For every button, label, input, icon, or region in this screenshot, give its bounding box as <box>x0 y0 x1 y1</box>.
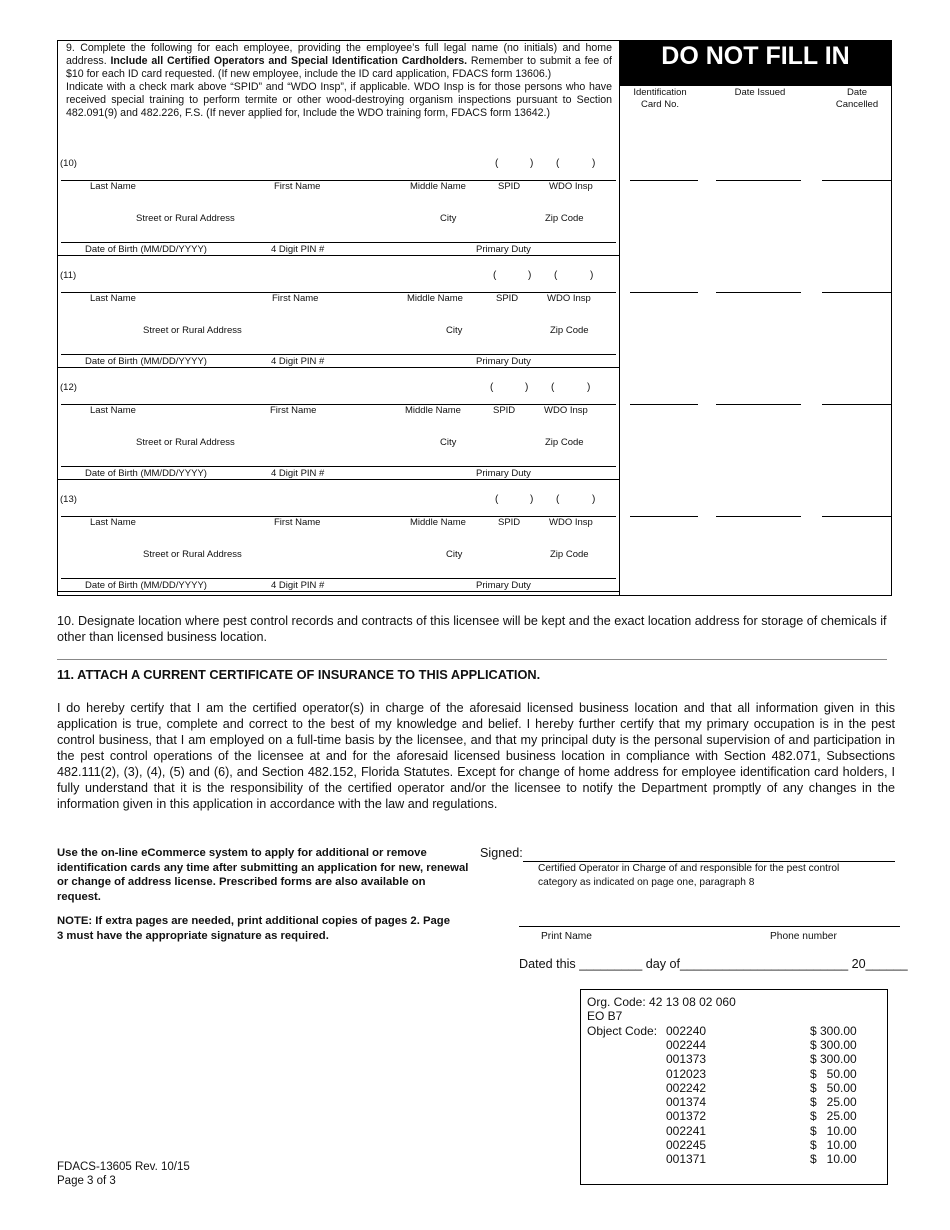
fee-amount: $ 50.00 <box>810 1080 857 1095</box>
wdo-insp-label: WDO Insp <box>549 181 593 192</box>
first-name-label: First Name <box>274 517 321 528</box>
form-id: FDACS-13605 Rev. 10/15 <box>57 1161 190 1173</box>
employee-number: (11) <box>60 270 77 281</box>
spid-check-open[interactable]: ( <box>490 382 494 393</box>
date-cancelled-entry-line <box>822 292 892 293</box>
dob-entry-line[interactable] <box>61 242 616 243</box>
fee-amount: $ 300.00 <box>810 1023 857 1038</box>
first-name-label: First Name <box>270 405 317 416</box>
wdo-insp-label: WDO Insp <box>547 293 591 304</box>
spid-check-close[interactable]: ) <box>528 270 532 281</box>
fee-amount: $ 10.00 <box>810 1138 857 1152</box>
section-10-answer-line[interactable] <box>57 659 887 660</box>
wdo-check-open[interactable]: ( <box>556 494 560 505</box>
object-code: 002244 <box>666 1037 707 1052</box>
object-code-label: Object Code: <box>587 1023 658 1038</box>
name-entry-line[interactable] <box>61 516 616 517</box>
object-code: 001374 <box>666 1095 707 1110</box>
last-name-label: Last Name <box>90 405 136 416</box>
city-label: City <box>446 325 463 336</box>
date-cancelled-entry-line <box>822 180 892 181</box>
object-code: 001372 <box>666 1109 707 1124</box>
city-label: City <box>440 437 457 448</box>
object-code: 001373 <box>666 1052 707 1067</box>
ecommerce-note: Use the on-line eCommerce system to apply for additional or remove identification cards any time after submitting an application for new, renewal or change of address license. Prescribed forms are also available on request. <box>57 847 469 903</box>
zip-code-label: Zip Code <box>545 213 584 224</box>
primary-duty-label: Primary Duty <box>476 244 531 255</box>
spid-check-close[interactable]: ) <box>530 494 534 505</box>
name-entry-line[interactable] <box>61 292 616 293</box>
section-10-text: 10. Designate location where pest control records and contracts of this licensee will be kept and the exact location address for storage of chemicals if other than licensed business location. <box>57 614 887 644</box>
spid-check-close[interactable]: ) <box>530 158 534 169</box>
id-card-entry-line <box>630 404 698 405</box>
date-issued-entry-line <box>716 516 801 517</box>
first-name-label: First Name <box>272 293 319 304</box>
dob-entry-line[interactable] <box>61 466 616 467</box>
employee-block-divider <box>58 479 619 480</box>
object-code: 012023 <box>666 1066 707 1081</box>
object-code: 002245 <box>666 1138 707 1152</box>
id-card-entry-line <box>630 292 698 293</box>
last-name-label: Last Name <box>90 293 136 304</box>
section-9-fee-text: Remember to submit a fee of $10 for each ID card requested. (If new employee, include the ID card application, FDACS form 13606.) <box>66 55 612 80</box>
street-address-label: Street or Rural Address <box>143 549 242 560</box>
wdo-check-open[interactable]: ( <box>551 382 555 393</box>
name-entry-line[interactable] <box>61 180 616 181</box>
middle-name-label: Middle Name <box>410 181 466 192</box>
id-card-entry-line <box>630 180 698 181</box>
date-cancelled-entry-line <box>822 516 892 517</box>
employee-block-divider <box>58 255 619 256</box>
signed-label: Signed: <box>480 846 523 860</box>
date-of-birth-label: Date of Birth (MM/DD/YYYY) <box>85 244 207 255</box>
date-issued-entry-line <box>716 404 801 405</box>
wdo-insp-label: WDO Insp <box>549 517 593 528</box>
pin-label: 4 Digit PIN # <box>271 468 325 479</box>
middle-name-label: Middle Name <box>407 293 463 304</box>
page-number: Page 3 of 3 <box>57 1175 116 1187</box>
phone-number-label: Phone number <box>770 931 837 942</box>
spid-check-open[interactable]: ( <box>495 494 499 505</box>
fee-amount: $ 10.00 <box>810 1152 857 1167</box>
wdo-check-open[interactable]: ( <box>554 270 558 281</box>
fee-amount: $ 300.00 <box>810 1052 857 1067</box>
wdo-check-close[interactable]: ) <box>587 382 591 393</box>
wdo-insp-label: WDO Insp <box>544 405 588 416</box>
pin-label: 4 Digit PIN # <box>271 244 325 255</box>
employee-block-divider <box>58 591 619 592</box>
section-9-instructions <box>66 42 612 120</box>
section-11-heading: 11. ATTACH A CURRENT CERTIFICATE OF INSURANCE TO THIS APPLICATION. <box>57 667 541 682</box>
office-use-panel <box>619 40 892 596</box>
id-card-column-header: Identification Card No. <box>633 87 687 110</box>
spid-label: SPID <box>498 517 521 528</box>
middle-name-label: Middle Name <box>410 517 466 528</box>
dob-entry-line[interactable] <box>61 354 616 355</box>
fee-amount: $ 10.00 <box>810 1123 857 1138</box>
city-label: City <box>446 549 463 560</box>
dated-line[interactable]: Dated this _________ day of________________________ 20______ <box>519 957 908 971</box>
form-footer <box>57 1160 190 1188</box>
date-issued-column-header: Date Issued <box>734 87 786 98</box>
zip-code-label: Zip Code <box>550 549 589 560</box>
street-address-label: Street or Rural Address <box>136 437 235 448</box>
date-of-birth-label: Date of Birth (MM/DD/YYYY) <box>85 468 207 479</box>
date-of-birth-label: Date of Birth (MM/DD/YYYY) <box>85 356 207 367</box>
spid-label: SPID <box>496 293 519 304</box>
print-name-label: Print Name <box>541 931 592 942</box>
section-9-checkmark-text: Indicate with a check mark above “SPID” and “WDO Insp”, if applicable. WDO Insp is for those persons who have received special training to perform termite or other wood-destroying organism inspections pursuant to Section 482.091(9) and 482.226, F.S. (If never applied for, Include the WDO training form, FDACS form 13642.) <box>66 81 612 119</box>
spid-label: SPID <box>493 405 516 416</box>
certification-statement: I do hereby certify that I am the certified operator(s) in charge of the aforesaid licensed business location and that all information given in this application is true, complete and correct to the best of my knowledge and belief. I hereby further certify that my primary occupation is in the pest control business, that I am employed on a full-time basis by the licensee, and that my principal duty is the personal supervision of and participation in the pest control operations of the licensee at and for the aforesaid licensed business location in compliance with Section 482.071, Subsections 482.111(2), (3), (4), (5) and (6), and Section 482.152, Florida Statutes. Except for change of home address for employee identification card holders, I fully understand that it is the responsibility of the certified operator and/or the licensee to notify the Department promptly of any changes in the information given in this application in accordance with the law and regulations. <box>57 701 895 811</box>
wdo-check-close[interactable]: ) <box>590 270 594 281</box>
object-code: 001371 <box>666 1152 707 1167</box>
print-name-phone-line[interactable] <box>519 926 900 927</box>
object-code: 002242 <box>666 1080 707 1095</box>
middle-name-label: Middle Name <box>405 405 461 416</box>
wdo-check-close[interactable]: ) <box>592 494 596 505</box>
eo-code: EO B7 <box>587 1009 623 1024</box>
date-of-birth-label: Date of Birth (MM/DD/YYYY) <box>85 580 207 591</box>
first-name-label: First Name <box>274 181 321 192</box>
operator-caption: Certified Operator in Charge of and responsible for the pest control category as indicated on page one, paragraph 8 <box>538 863 840 888</box>
last-name-label: Last Name <box>90 181 136 192</box>
spid-check-open[interactable]: ( <box>495 158 499 169</box>
street-address-label: Street or Rural Address <box>136 213 235 224</box>
pin-label: 4 Digit PIN # <box>271 356 325 367</box>
date-cancelled-column-header: Date Cancelled <box>835 87 879 110</box>
extra-pages-note: NOTE: If extra pages are needed, print additional copies of pages 2. Page 3 must have the appropriate signature as required. <box>57 915 450 942</box>
date-cancelled-entry-line <box>822 404 892 405</box>
employee-block-divider <box>58 367 619 368</box>
wdo-check-close[interactable]: ) <box>592 158 596 169</box>
id-card-entry-line <box>630 516 698 517</box>
section-9-bold-text: Include all Certified Operators and Special Identification Cardholders. <box>110 55 468 67</box>
object-code: 002241 <box>666 1123 707 1138</box>
primary-duty-label: Primary Duty <box>476 356 531 367</box>
fee-amount: $ 300.00 <box>810 1037 857 1052</box>
object-code: 002240 <box>666 1023 707 1038</box>
section-9-text: 9. Complete the following for each employee, providing the employee’s full legal name (no initials) and home address. <box>66 42 612 67</box>
spid-label: SPID <box>498 181 521 192</box>
street-address-label: Street or Rural Address <box>143 325 242 336</box>
wdo-check-open[interactable]: ( <box>556 158 560 169</box>
employee-number: (13) <box>60 494 77 505</box>
org-code: Org. Code: 42 13 08 02 060 <box>587 995 736 1009</box>
employee-number: (12) <box>60 382 77 393</box>
dob-entry-line[interactable] <box>61 578 616 579</box>
fee-amount: $ 25.00 <box>810 1109 857 1124</box>
date-issued-entry-line <box>716 292 801 293</box>
spid-check-close[interactable]: ) <box>525 382 529 393</box>
date-issued-entry-line <box>716 180 801 181</box>
zip-code-label: Zip Code <box>545 437 584 448</box>
primary-duty-label: Primary Duty <box>476 468 531 479</box>
pin-label: 4 Digit PIN # <box>271 580 325 591</box>
employee-number: (10) <box>60 158 77 169</box>
last-name-label: Last Name <box>90 517 136 528</box>
city-label: City <box>440 213 457 224</box>
primary-duty-label: Primary Duty <box>476 580 531 591</box>
do-not-fill-in-header: DO NOT FILL IN <box>619 40 892 86</box>
fee-amount: $ 50.00 <box>810 1066 857 1081</box>
zip-code-label: Zip Code <box>550 325 589 336</box>
name-entry-line[interactable] <box>61 404 616 405</box>
spid-check-open[interactable]: ( <box>493 270 497 281</box>
fee-amount: $ 25.00 <box>810 1095 857 1110</box>
